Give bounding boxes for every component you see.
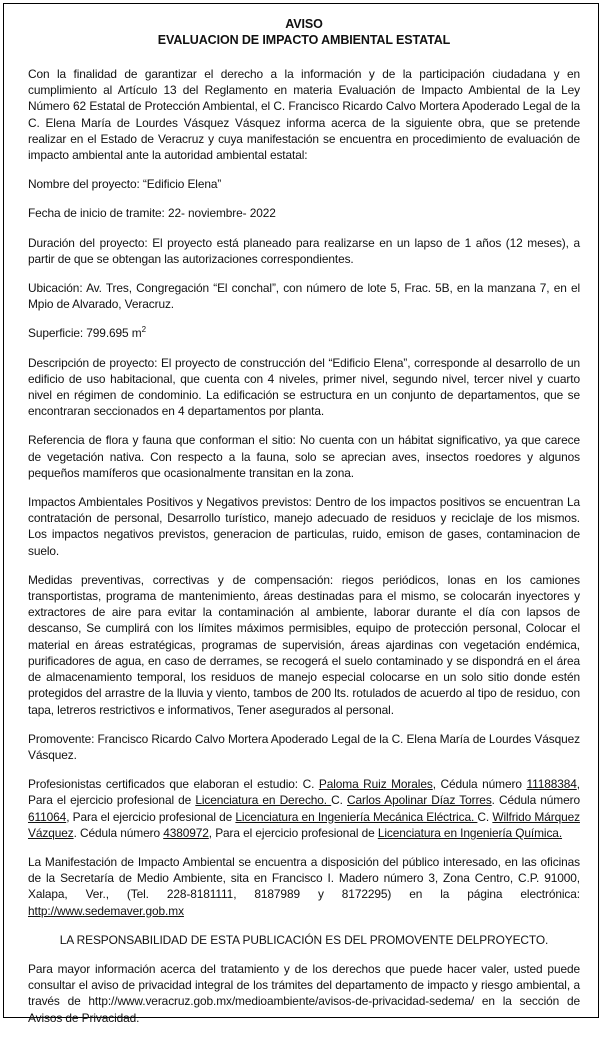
prof-text: , Para el ejercicio profesional de: [208, 825, 378, 840]
availability-text: La Manifestación de Impacto Ambiental se encuentra a disposición del público interesado, en las oficinas de la Secretaría de Medio Ambiente, sita en Francisco I. Madero número 3, Zona Centro, C.P. 91000, Xalapa, Ver., (Tel. 228-8181111, 8187989 y 8172295) en la página electrónica:: [28, 854, 580, 902]
project-name: Nombre del proyecto: “Edificio Elena”: [28, 177, 222, 192]
project-location: Ubicación: Av. Tres, Congregación “El conchal”, con número de lote 5, Frac. 5B, en la manzana 7, en el Mpio de Alvarado, Veracruz.: [28, 281, 580, 312]
promoter: Promovente: Francisco Ricardo Calvo Mortera Apoderado Legal de la C. Elena María de Lourdes Vásquez Vásquez.: [28, 731, 580, 762]
prof-text: . Cédula número: [491, 793, 580, 808]
project-description: Descripción de proyecto: El proyecto de construcción del “Edificio Elena”, corresponde al desarrollo de un edificio de uso habitacional, que cuenta con 4 niveles, primer nivel, segundo nivel, tercer nivel y cuarto nivel en régimen de condominio. La edificación se estructura en un conjunto de departamentos, que se encontraran seccionados en 4 departamentos por planta.: [28, 355, 580, 419]
certified-professionals: [28, 776, 580, 841]
surface-superscript: 2: [141, 325, 146, 335]
prof-cedula-2: 611064: [28, 809, 67, 824]
notice-subtitle: EVALUACION DE IMPACTO AMBIENTAL ESTATAL: [157, 33, 451, 47]
prof-text: , Para el ejercicio profesional de: [66, 809, 236, 824]
flora-fauna: Referencia de flora y fauna que conforman el sitio: No cuenta con un hábitat significativo, ya que carece de vegetación nativa. Con respecto a la fauna, solo se aprecian aves, insectos roedores y algunos pequeños mamíferos que ocasionalmente transitan en la zona.: [28, 433, 580, 480]
prof-degree-1: Licenciatura en Derecho.: [195, 793, 332, 808]
environmental-impacts: Impactos Ambientales Positivos y Negativos previstos: Dentro de los impactos positivos se encuentran La contratación de personal, Desarrollo turístico, manejo adecuado de residuos y reciclaje de los mismos. Los impactos negativos previstos, generacion de particulas, ruido, emison de gases, contaminacion de suelo.: [28, 495, 580, 558]
notice-content: [28, 16, 580, 1039]
prof-text: , Cédula número: [432, 777, 527, 792]
prof-text: . Cédula número: [73, 825, 164, 840]
responsibility-statement: LA RESPONSABILIDAD DE ESTA PUBLICACIÓN ES DEL PROMOVENTE DELPROYECTO.: [59, 932, 549, 947]
prof-degree-2: Licenciatura en Ingeniería Mecánica Eléctrica.: [235, 809, 478, 824]
project-duration: Duración del proyecto: El proyecto está planeado para realizarse en un lapso de 1 años (12 meses), a partir de que se obtengan las autorizaciones correspondientes.: [28, 235, 580, 266]
prof-cedula-1: 11188384: [526, 777, 577, 792]
start-date: Fecha de inicio de tramite: 22- noviembre- 2022: [28, 206, 276, 221]
prof-text: C.: [477, 809, 493, 824]
prof-name-3: Wilfrido Márquez Vázquez: [28, 809, 580, 840]
availability-paragraph: [28, 854, 580, 919]
sedema-link[interactable]: http://www.sedemaver.gob.mx: [28, 903, 184, 918]
prof-text: , Para el ejercicio profesional de: [28, 777, 580, 808]
surface-text: Superficie: 799.695 m: [28, 326, 142, 341]
notice-frame: [3, 3, 599, 1025]
prof-degree-3: Licenciatura en Ingeniería Química.: [377, 825, 563, 840]
intro-paragraph: Con la finalidad de garantizar el derecho a la información y de la participación ciudadana y en cumplimiento al Artículo 13 del Reglamento en materia Evaluación de Impacto Ambiental de la Ley Número 62 Estatal de Protección Ambiental, el C. Francisco Ricardo Calvo Mortera Apoderado Legal de la C. Elena María de Lourdes Vásquez Vásquez informa acerca de la siguiente obra, que se pretende realizar en el Estado de Veracruz y cuya manifestación se encuentra en procedimiento de evaluación de impacto ambiental ante la autoridad ambiental estatal:: [28, 67, 580, 163]
privacy-paragraph: Para mayor información acerca del tratamiento y de los derechos que puede hacer valer, usted puede consultar el aviso de privacidad integral de los trámites del departamento de impacto y riesgo ambiental, a través de http://www.veracruz.gob.mx/medioambiente/avisos-de-privacidad-sedema/ en la sección de Avisos de Privacidad.: [28, 961, 580, 1025]
prof-text: C.: [331, 793, 348, 808]
project-surface: [28, 325, 580, 341]
mitigation-measures: Medidas preventivas, correctivas y de compensación: riegos periódicos, lonas en los camiones transportistas, programa de mantenimiento, áreas destinadas para el mismo, se colocarán inyectores y extractores de aire para evitar la contaminación al ambiente, laborar durante el día con lapsos de descanso, Se cumplirá con los límites máximos permisibles, equipo de protección personal, Colocar el material en áreas estratégicas, programas de supervisión, áreas ajardinas con vegetación endémica, purificadores de agua, en caso de derrames, se recogerá el suelo contaminado y se dispondrá en el área de almacenamiento temporal, los residuos de manejo especial colocarse en un solo sitio donde estén protegidos del arrastre de la lluvia y viento, tambos de 200 lts. rotulados de acuerdo al tipo de residuo, con tapa, letreros restrictivos e informativos, Tener asegurados al personal.: [28, 572, 580, 717]
prof-name-1: Paloma Ruiz Morales: [318, 777, 433, 792]
notice-title: AVISO: [285, 17, 323, 31]
prof-cedula-3: 4380972: [163, 825, 209, 840]
prof-text: Profesionistas certificados que elaboran el estudio: C.: [28, 777, 319, 792]
prof-name-2: Carlos Apolinar Díaz Torres: [347, 793, 492, 808]
